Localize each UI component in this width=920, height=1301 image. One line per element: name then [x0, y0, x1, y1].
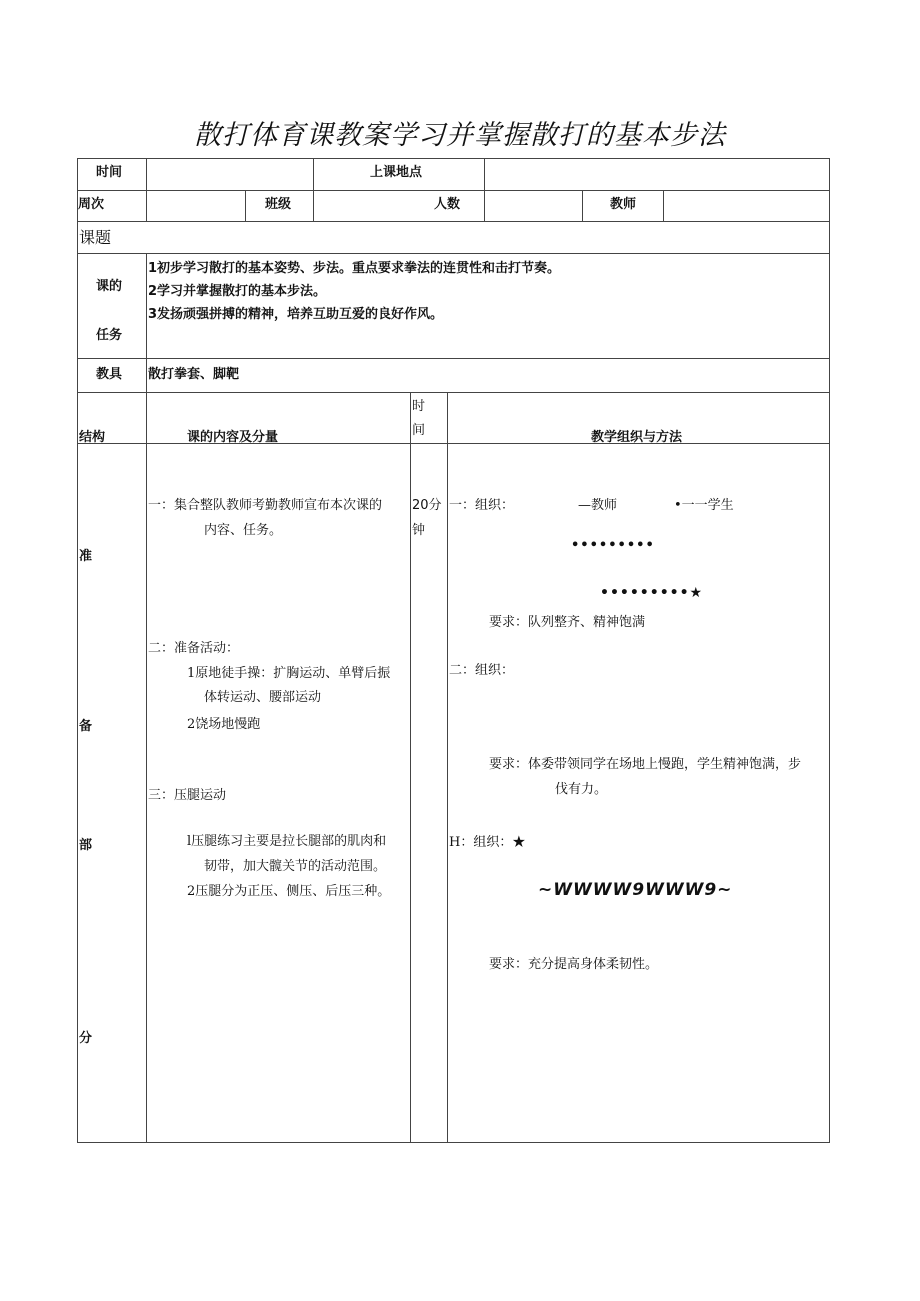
page-title: 散打体育课教案学习并掌握散打的基本步法 [194, 120, 726, 151]
topic-label: 课题 [79, 228, 112, 247]
content-text: 一：集合整队教师考勤教师宣布本次课的 [148, 498, 383, 513]
section-char: 分 [79, 1031, 93, 1046]
task-item: 1初步学习散打的基本姿势、步法。重点要求拳法的连贯性和击打节奏。 [148, 261, 561, 276]
content-text: 1原地徒手操：扩胸运动、单臂后振 [187, 666, 391, 681]
method-text: 伐有力。 [555, 782, 608, 797]
method-text: 要求：充分提高身体柔韧性。 [489, 957, 659, 972]
method-text: 要求：体委带领同学在场地上慢跑，学生精神饱满，步 [489, 757, 802, 772]
teacher-label: 教师 [610, 197, 637, 212]
row-divider [77, 190, 830, 191]
count-label: 人数 [434, 197, 461, 212]
content-text: 体转运动、腰部运动 [204, 690, 322, 705]
col-divider [245, 190, 246, 221]
task-item: 2学习并掌握散打的基本步法。 [148, 284, 327, 299]
formation-dots: •••••••••★ [600, 585, 704, 601]
time-heading-bottom: 间 [412, 423, 426, 438]
method-text: •一一学生 [674, 498, 734, 513]
table-border-right [829, 158, 830, 1143]
content-text: 韧带，加大髋关节的活动范围。 [204, 859, 387, 874]
col-divider [313, 158, 314, 221]
formation-dots: ••••••••• [571, 538, 655, 553]
row-divider [77, 253, 830, 254]
col-divider [146, 158, 147, 221]
row-divider [77, 221, 830, 222]
method-text: 要求：队列整齐、精神饱满 [489, 615, 646, 630]
row-divider [77, 358, 830, 359]
method-text: H：组织：★ [449, 835, 526, 850]
content-text: 内容、任务。 [204, 523, 283, 538]
section-char: 备 [79, 719, 93, 734]
equipment-value: 散打拳套、脚靶 [148, 367, 240, 382]
time-heading-top: 时 [412, 399, 426, 414]
class-label: 班级 [265, 197, 292, 212]
time-label: 时间 [96, 165, 123, 180]
week-label: 周次 [78, 197, 105, 212]
col-divider [410, 392, 411, 1143]
content-text: l压腿练习主要是拉长腿部的肌肉和 [187, 834, 387, 849]
duration-bottom: 钟 [412, 523, 426, 538]
location-label: 上课地点 [370, 165, 423, 180]
row-divider [77, 392, 830, 393]
structure-heading: 结构 [79, 430, 106, 445]
formation-wave: ~WWWW9WWW9~ [538, 880, 733, 900]
task-label-bottom: 任务 [96, 328, 123, 343]
col-divider [484, 158, 485, 221]
col-divider [146, 253, 147, 1143]
content-text: 二：准备活动： [148, 641, 240, 656]
method-text: —教师 [578, 498, 618, 513]
method-text: 一：组织： [449, 498, 515, 513]
table-border-top [77, 158, 830, 159]
task-label-top: 课的 [96, 279, 123, 294]
method-heading: 教学组织与方法 [591, 430, 683, 445]
col-divider [447, 392, 448, 1143]
task-item: 3发扬顽强拼搏的精神，培养互助互爱的良好作风。 [148, 307, 444, 322]
duration-top: 20分 [412, 498, 442, 513]
col-divider [582, 190, 583, 221]
content-heading: 课的内容及分量 [187, 430, 279, 445]
content-text: 三：压腿运动 [148, 788, 227, 803]
content-text: 2饶场地慢跑 [187, 717, 261, 732]
section-char: 准 [79, 549, 93, 564]
section-char: 部 [79, 838, 93, 853]
method-text: 二：组织： [449, 663, 515, 678]
equipment-label: 教具 [96, 367, 123, 382]
col-divider [663, 190, 664, 221]
content-text: 2压腿分为正压、侧压、后压三种。 [187, 884, 391, 899]
table-border-left [77, 158, 78, 1143]
table-border-bottom [77, 1142, 830, 1143]
